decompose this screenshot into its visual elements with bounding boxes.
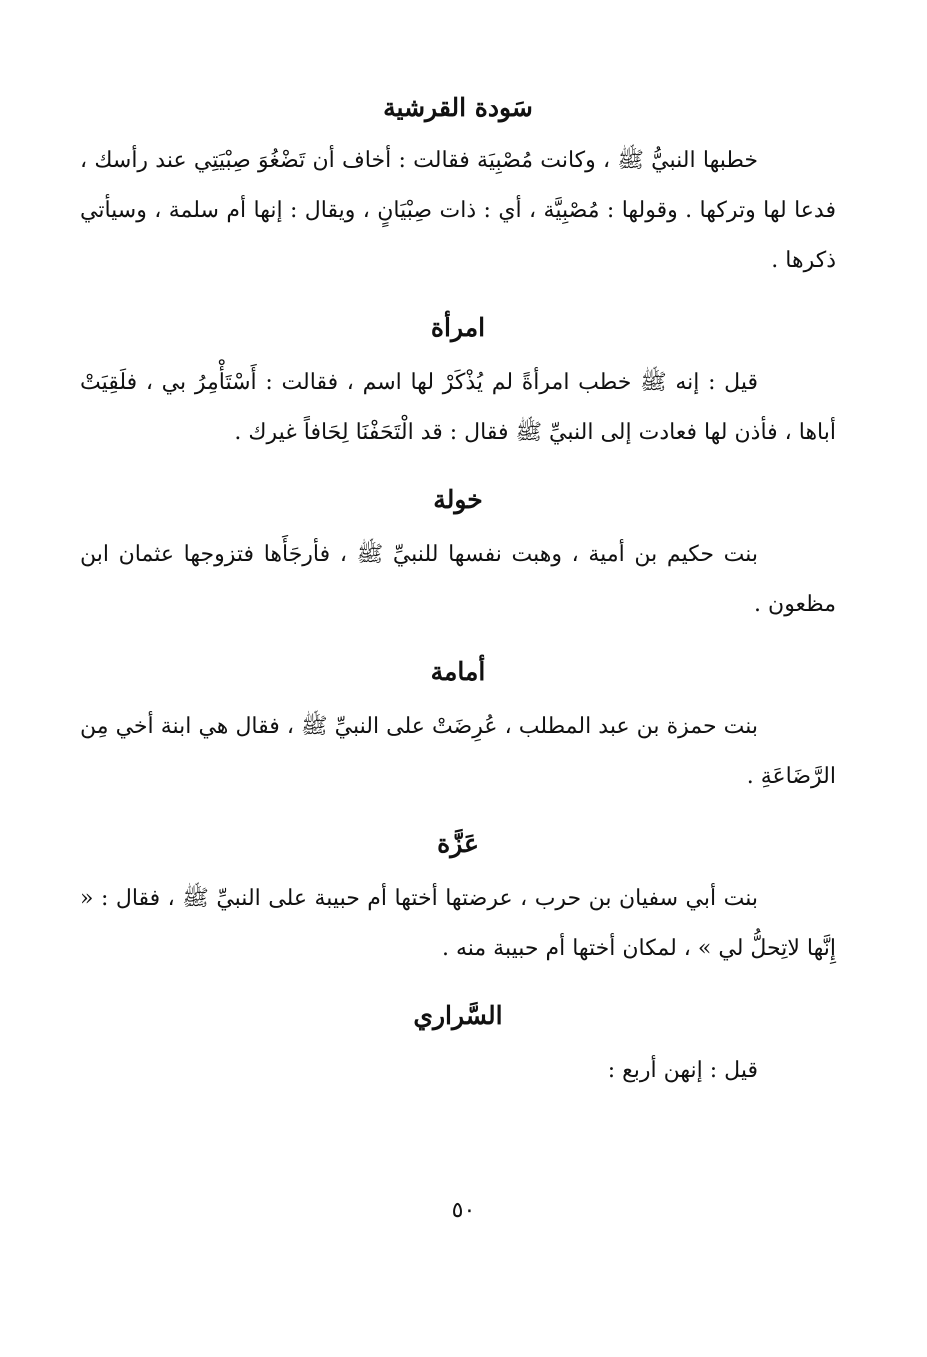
section-paragraph: قيل : إنهن أربع : [607, 1058, 758, 1083]
section-heading: امرأة [430, 313, 486, 342]
section-paragraph: خطبها النبيُّ ﷺ ، وكانت مُصْبِيَة فقالت : أخاف أن تَضْغُوَ صِبْيَتِي عند رأسك ، فدعا لها وتركها . وقولها : مُصْبِيَّة ، أي : ذات صِبْيَانٍ ، ويقال : إنها أم سلمة ، وسيأتي ذكرها . [80, 148, 836, 273]
section-sawda [80, 88, 836, 286]
section-heading: سَودة القرشية [383, 93, 533, 122]
section-paragraph: قيل : إنه ﷺ خطب امرأةً لم يُذْكَرْ لها اسم ، فقالت : أَسْتَأْمِرُ بي ، فلَقِيَتْ أباها ، فأذن لها فعادت إلى النبيِّ ﷺ فقال : قد الْتَحَفْنَا لِحَافاً غيرك . [80, 370, 836, 445]
section-heading: أمامة [430, 657, 486, 686]
section-heading: خولة [433, 485, 483, 514]
section-khawla [80, 480, 836, 630]
section-imraa [80, 308, 836, 458]
section-sarari [80, 996, 836, 1096]
section-paragraph: بنت أبي سفيان بن حرب ، عرضتها أختها أم حبيبة على النبيِّ ﷺ ، فقال : « إِنَّها لاتِحلُّ لي » ، لمكان أختها أم حبيبة منه . [80, 886, 836, 961]
section-azza [80, 824, 836, 974]
section-heading: السَّراري [413, 1001, 503, 1030]
section-heading: عَزَّة [437, 829, 479, 858]
section-umama [80, 652, 836, 802]
page-number: ٥٠ [451, 1198, 476, 1223]
page-body [80, 88, 836, 1118]
section-paragraph: بنت حكيم بن أمية ، وهبت نفسها للنبيِّ ﷺ ، فأرجَأَها فتزوجها عثمان ابن مظعون . [80, 542, 836, 617]
section-paragraph: بنت حمزة بن عبد المطلب ، عُرِضَتْ على النبيِّ ﷺ ، فقال هي ابنة أخي مِن الرَّضَاعَةِ . [80, 714, 836, 789]
